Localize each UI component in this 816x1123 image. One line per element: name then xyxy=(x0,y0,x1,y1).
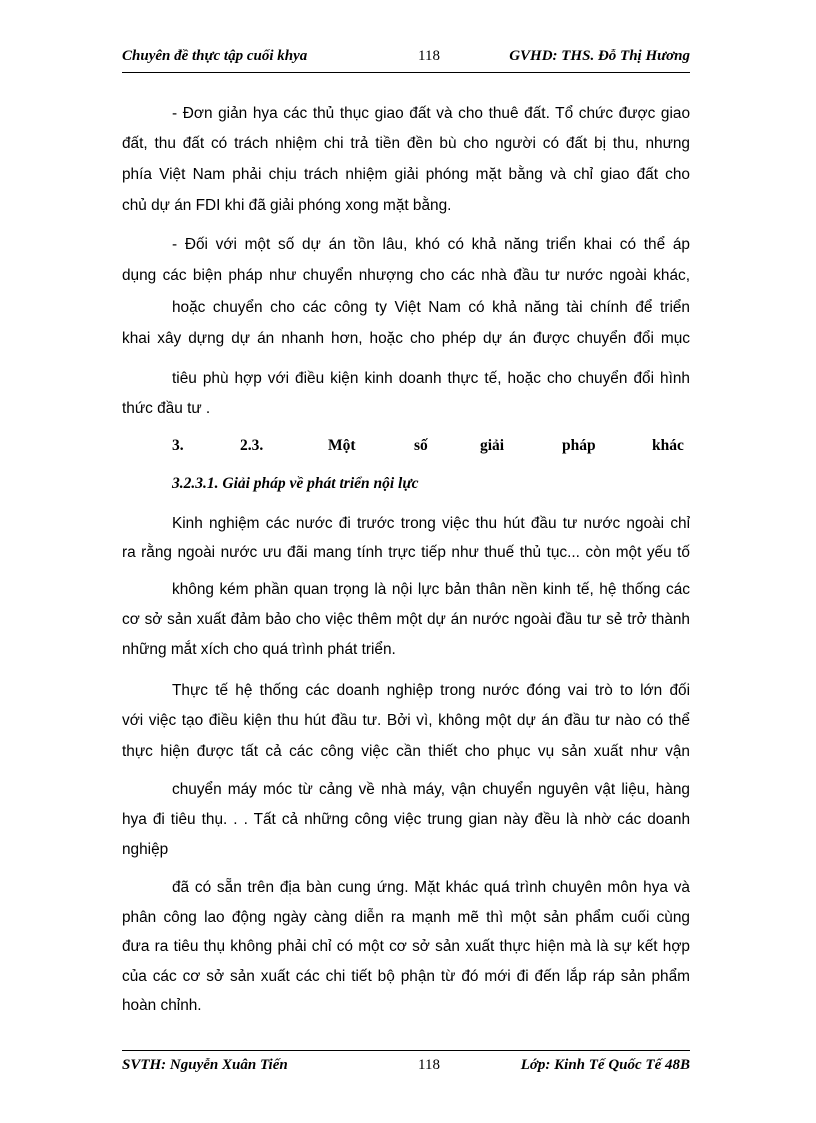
paragraph-3-line-4: cơ sở sản xuất đảm bảo cho việc thêm một dự án nước ngoài đầu tư sẻ trở thành xyxy=(122,611,690,628)
heading-word-4: pháp xyxy=(562,437,596,454)
paragraph-4-line-1: Thực tế hệ thống các doanh nghiệp trong nước đóng vai trò to lớn đối xyxy=(172,682,690,699)
heading-word-1: Một xyxy=(328,437,356,454)
heading-word-2: số xyxy=(414,437,428,454)
paragraph-4-line-3: thực hiện được tất cả các công việc cần thiết cho phục vụ sản xuất như vận xyxy=(122,743,690,760)
page-footer xyxy=(122,1057,690,1081)
heading-word-3: giải xyxy=(480,437,505,454)
header-title: Chuyên đề thực tập cuối khya xyxy=(122,48,308,64)
paragraph-3-line-2: ra rằng ngoài nước ưu đãi mang tính trực tiếp như thuế thủ tục... còn một yếu tố xyxy=(122,544,690,561)
header-page-number: 118 xyxy=(418,48,440,64)
paragraph-5-line-1: đã có sẵn trên địa bàn cung ứng. Mặt khác quá trình chuyên môn hya và xyxy=(172,879,690,896)
heading-number: 3. xyxy=(172,437,184,454)
header-advisor: GVHD: THS. Đỗ Thị Hương xyxy=(509,48,690,64)
paragraph-5-line-5: hoàn chỉnh. xyxy=(122,997,202,1014)
page-header xyxy=(122,48,690,72)
paragraph-3-line-5: những mắt xích cho quá trình phát triển. xyxy=(122,641,396,658)
paragraph-4-line-4: chuyển máy móc từ cảng về nhà máy, vận chuyển nguyên vật liệu, hàng xyxy=(172,781,690,798)
paragraph-4-line-5: hya đi tiêu thụ. . . Tất cả những công việc trung gian này đều là nhờ các doanh xyxy=(122,811,690,828)
paragraph-3-line-1: Kinh nghiệm các nước đi trước trong việc thu hút đầu tư nước ngoài chỉ xyxy=(172,515,690,532)
paragraph-2-line-6: thức đầu tư . xyxy=(122,400,211,417)
paragraph-3-line-3: không kém phần quan trọng là nội lực bản thân nền kinh tế, hệ thống các xyxy=(172,581,690,598)
header-rule xyxy=(122,72,690,73)
paragraph-4-line-6: nghiệp xyxy=(122,841,169,858)
heading-subnumber: 2.3. xyxy=(240,437,264,454)
footer-student: SVTH: Nguyễn Xuân Tiến xyxy=(122,1057,288,1073)
paragraph-5-line-4: của các cơ sở sản xuất các chi tiết bộ phận từ đó mới đi đến lắp ráp sản phẩm xyxy=(122,968,690,985)
paragraph-1-line-3: phía Việt Nam phải chịu trách nhiệm giải phóng mặt bằng và chỉ giao đất cho xyxy=(122,166,690,183)
section-heading xyxy=(122,434,690,458)
paragraph-4-line-2: với việc tạo điều kiện thu hút đầu tư. Bởi vì, không một dự án đầu tư nào có thể xyxy=(122,712,690,729)
paragraph-2-line-3: hoặc chuyển cho các công ty Việt Nam có khả năng tài chính để triển xyxy=(172,299,690,316)
paragraph-1-line-1: - Đơn giản hya các thủ thục giao đất và cho thuê đất. Tổ chức được giao xyxy=(172,105,690,122)
paragraph-5-line-2: phân công lao động ngày càng diễn ra mạnh mẽ thì một sản phẩm cuối cùng xyxy=(122,909,690,926)
heading-word-5: khác xyxy=(652,437,684,454)
paragraph-1-line-4: chủ dự án FDI khi đã giải phóng xong mặt bằng. xyxy=(122,197,452,214)
paragraph-2-line-1: - Đối với một số dự án tồn lâu, khó có khả năng triển khai có thể áp xyxy=(172,236,690,253)
footer-class: Lớp: Kinh Tế Quốc Tế 48B xyxy=(520,1057,690,1073)
paragraph-2-line-2: dụng các biện pháp như chuyển nhượng cho các nhà đầu tư nước ngoài khác, xyxy=(122,267,690,284)
paragraph-5-line-3: đưa ra tiêu thụ không phải chỉ có một cơ sở sản xuất thực hiện mà là sự kết hợp xyxy=(122,938,690,955)
paragraph-1-line-2: đất, thu đất có trách nhiệm chi trả tiền đền bù cho người có đất bị thu, nhưng xyxy=(122,135,690,152)
footer-page-number: 118 xyxy=(418,1057,440,1073)
footer-rule xyxy=(122,1050,690,1051)
paragraph-2-line-5: tiêu phù hợp với điều kiện kinh doanh thực tế, hoặc cho chuyển đổi hình xyxy=(172,370,690,387)
paragraph-2-line-4: khai xây dựng dự án nhanh hơn, hoặc cho phép dự án được chuyển đổi mục xyxy=(122,330,690,347)
subsection-heading: 3.2.3.1. Giải pháp về phát triển nội lực xyxy=(172,475,419,492)
